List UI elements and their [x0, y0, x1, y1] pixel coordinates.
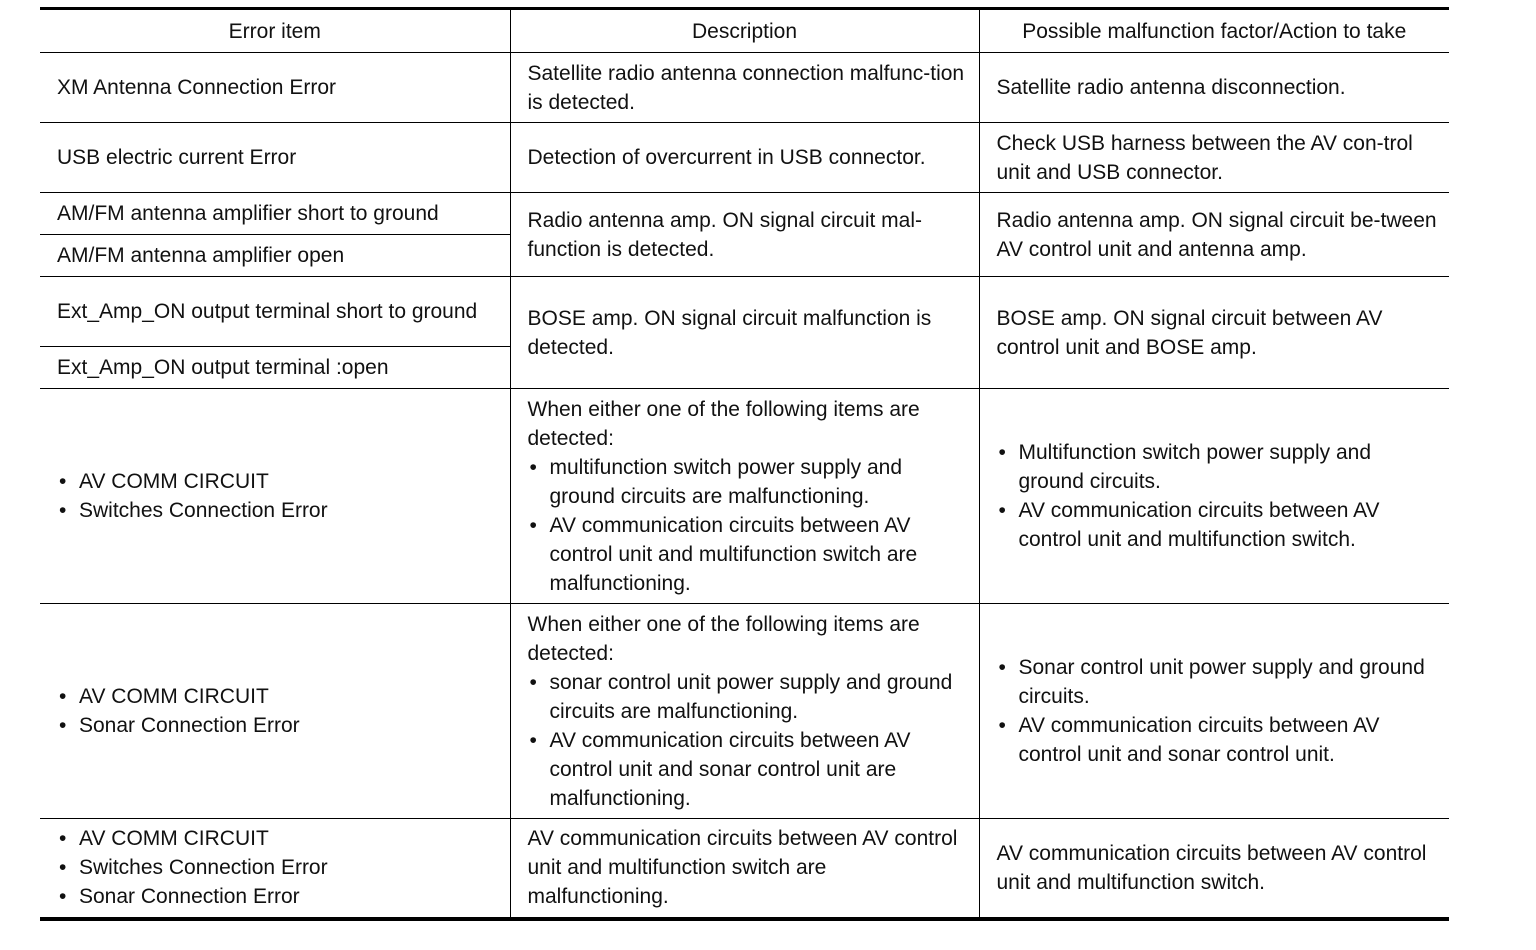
table-row: [40, 604, 1449, 819]
action-list: [997, 438, 1442, 554]
error-item-cell: [40, 604, 510, 819]
description-cell: [510, 604, 979, 819]
error-item-cell: [40, 389, 510, 604]
action-list: [997, 653, 1442, 769]
error-item-cell: Ext_Amp_ON output terminal :open: [40, 347, 510, 389]
action-cell: AV communication circuits between AV control unit and multifunction switch.: [979, 819, 1449, 919]
list-item: • multifunction switch power supply and ground circuits are malfunctioning.: [528, 453, 971, 511]
list-item: • AV COMM CIRCUIT: [57, 824, 502, 853]
action-cell: Radio antenna amp. ON signal circuit be-tween AV control unit and antenna amp.: [979, 193, 1449, 277]
list-item: • Sonar control unit power supply and ground circuits.: [997, 653, 1442, 711]
description-cell: [510, 389, 979, 604]
list-item: • Sonar Connection Error: [57, 711, 502, 740]
action-cell: [979, 604, 1449, 819]
description-intro: When either one of the following items are detected:: [527, 397, 920, 450]
description-list: [528, 668, 971, 813]
description-list: [528, 453, 971, 598]
table-row: [40, 277, 1449, 347]
error-item-cell: [40, 819, 510, 919]
table-row: [40, 123, 1449, 193]
header-action: Possible malfunction factor/Action to take: [979, 9, 1449, 53]
header-error-item: Error item: [40, 9, 510, 53]
description-cell: BOSE amp. ON signal circuit malfunction is detected.: [510, 277, 979, 389]
error-item-cell: Ext_Amp_ON output terminal short to ground: [40, 277, 510, 347]
list-item: • AV COMM CIRCUIT: [57, 682, 502, 711]
description-intro: When either one of the following items are detected:: [527, 612, 920, 665]
error-item-list: [57, 682, 502, 740]
list-item: • Sonar Connection Error: [57, 882, 502, 911]
table-header-row: [40, 9, 1449, 53]
table-row: [40, 819, 1449, 919]
action-cell: Satellite radio antenna disconnection.: [979, 53, 1449, 123]
table-row: [40, 53, 1449, 123]
action-cell: BOSE amp. ON signal circuit between AV control unit and BOSE amp.: [979, 277, 1449, 389]
table-row: [40, 389, 1449, 604]
table-row: [40, 193, 1449, 235]
action-cell: [979, 389, 1449, 604]
list-item: • Switches Connection Error: [57, 853, 502, 882]
error-item-list: [57, 467, 502, 525]
error-item-cell: XM Antenna Connection Error: [40, 53, 510, 123]
description-cell: AV communication circuits between AV control unit and multifunction switch are malfunctioning.: [510, 819, 979, 919]
list-item: • Multifunction switch power supply and ground circuits.: [997, 438, 1442, 496]
description-cell: Radio antenna amp. ON signal circuit mal-function is detected.: [510, 193, 979, 277]
list-item: • AV communication circuits between AV control unit and sonar control unit are malfunctioning.: [528, 726, 971, 813]
list-item: • sonar control unit power supply and ground circuits are malfunctioning.: [528, 668, 971, 726]
header-description: Description: [510, 9, 979, 53]
list-item: • Switches Connection Error: [57, 496, 502, 525]
error-item-cell: USB electric current Error: [40, 123, 510, 193]
list-item: • AV COMM CIRCUIT: [57, 467, 502, 496]
description-cell: Satellite radio antenna connection malfunc-tion is detected.: [510, 53, 979, 123]
list-item: • AV communication circuits between AV control unit and sonar control unit.: [997, 711, 1442, 769]
error-item-table: [40, 7, 1449, 921]
action-cell: Check USB harness between the AV con-trol unit and USB connector.: [979, 123, 1449, 193]
description-cell: Detection of overcurrent in USB connector.: [510, 123, 979, 193]
error-item-list: [57, 824, 502, 911]
list-item: • AV communication circuits between AV control unit and multifunction switch.: [997, 496, 1442, 554]
list-item: • AV communication circuits between AV control unit and multifunction switch are malfunctioning.: [528, 511, 971, 598]
error-item-cell: AM/FM antenna amplifier short to ground: [40, 193, 510, 235]
error-item-cell: AM/FM antenna amplifier open: [40, 235, 510, 277]
